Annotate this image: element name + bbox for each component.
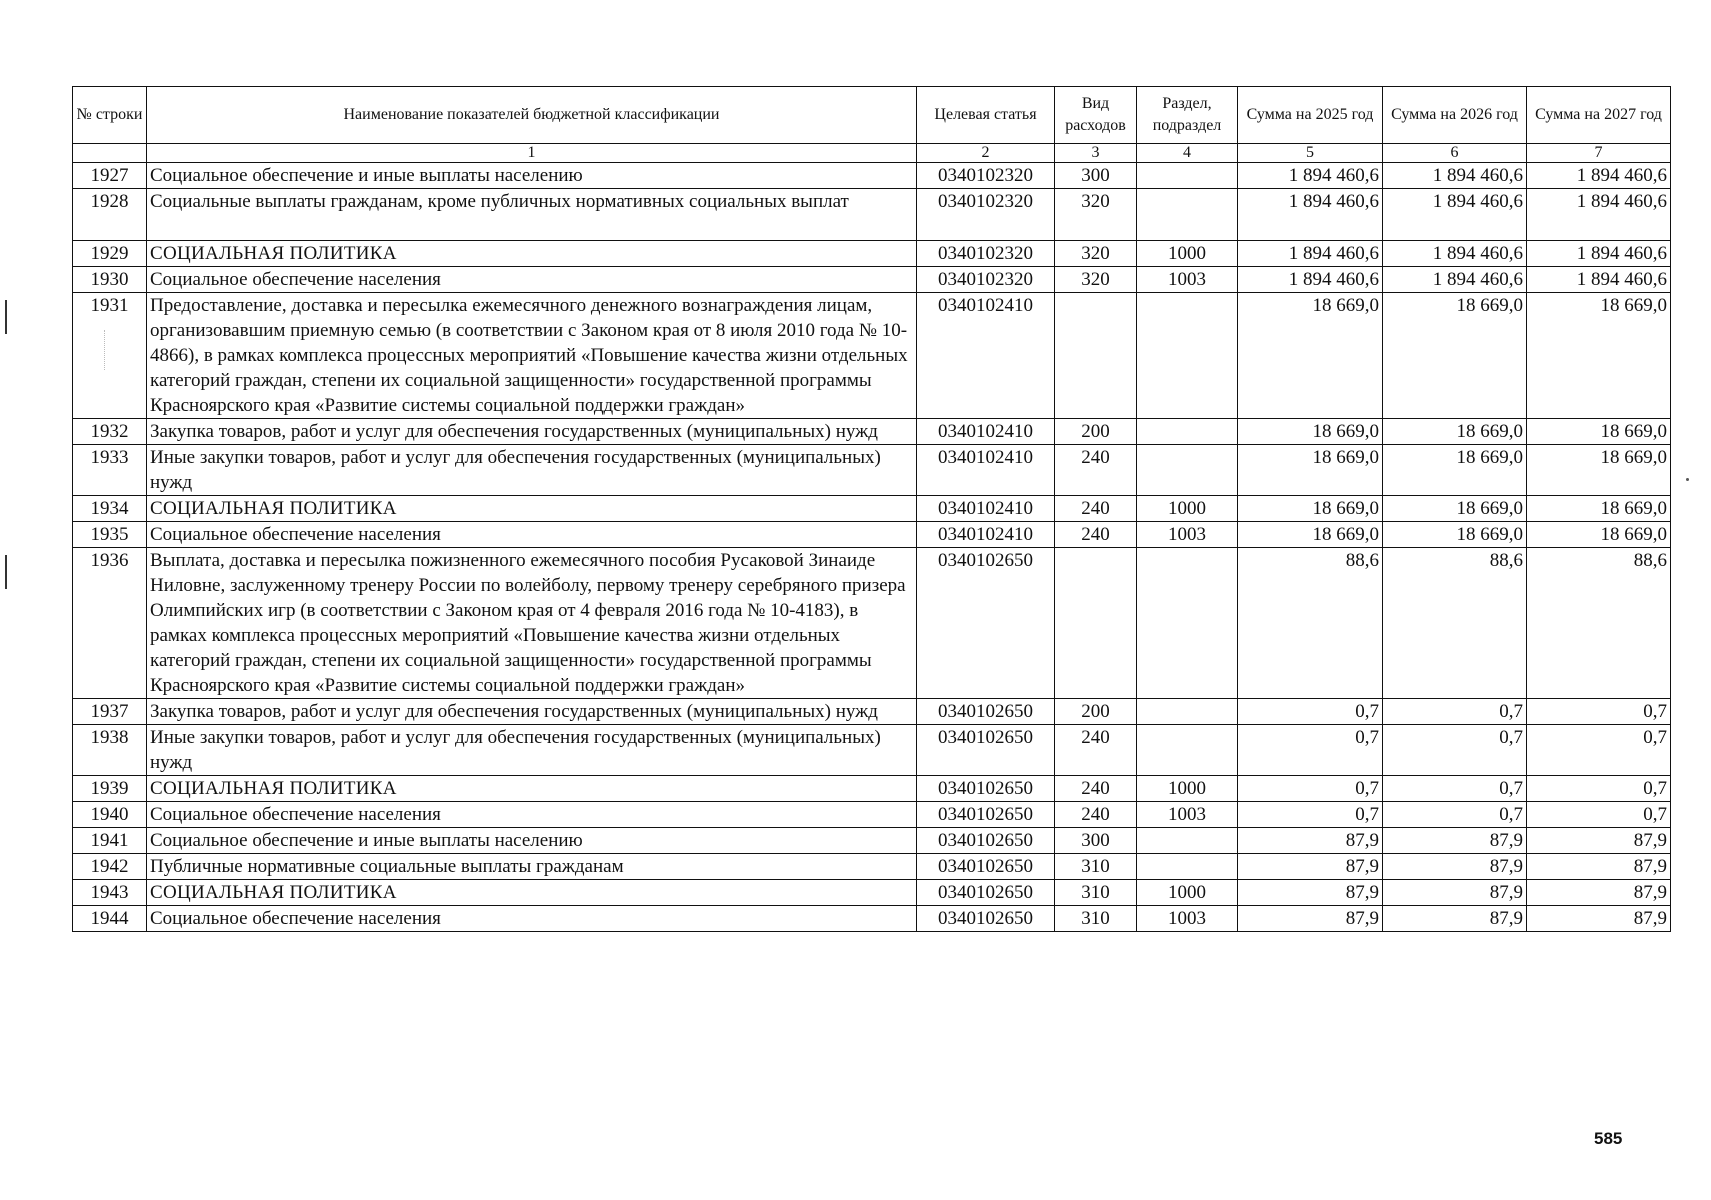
header-expense-type: Вид расходов [1055,87,1137,144]
indicator-name: Социальное обеспечение населения [147,906,917,932]
row-number: 1938 [73,725,147,776]
target-article: 0340102650 [917,776,1055,802]
header-section: Раздел, подраздел [1137,87,1238,144]
sum-2027: 18 669,0 [1527,445,1671,496]
sum-2025: 1 894 460,6 [1238,267,1383,293]
sum-2026: 87,9 [1383,880,1527,906]
table-row [73,828,1671,854]
expense-type: 240 [1055,496,1137,522]
table-row [73,419,1671,445]
row-number: 1940 [73,802,147,828]
table-row [73,906,1671,932]
indicator-name: Социальное обеспечение и иные выплаты населению [147,163,917,189]
header-row-number: № строки [73,87,147,144]
sum-2026: 87,9 [1383,854,1527,880]
sum-2027: 88,6 [1527,548,1671,699]
indicator-name: Выплата, доставка и пересылка пожизненного ежемесячного пособия Русаковой Зинаиде Ниловне, заслуженному тренеру России по волейболу, первому тренеру серебряного призера Олимпийских игр (в соответствии с Законом края от 4 февраля 2016 года № 10-4183), в рамках комплекса процессных мероприятий «Повышение качества жизни отдельных категорий граждан, степени их социальной защищенности» государственной программы Красноярского края «Развитие системы социальной поддержки граждан» [147,548,917,699]
target-article: 0340102320 [917,163,1055,189]
section-code [1137,163,1238,189]
sum-2025: 18 669,0 [1238,419,1383,445]
section-code: 1003 [1137,906,1238,932]
sum-2026: 18 669,0 [1383,419,1527,445]
indicator-name: Социальное обеспечение населения [147,802,917,828]
sum-2025: 0,7 [1238,802,1383,828]
header-sum-2025: Сумма на 2025 год [1238,87,1383,144]
sum-2026: 1 894 460,6 [1383,267,1527,293]
target-article: 0340102410 [917,445,1055,496]
sum-2027: 0,7 [1527,725,1671,776]
table-row [73,699,1671,725]
table-row [73,445,1671,496]
table-row [73,854,1671,880]
sum-2027: 87,9 [1527,906,1671,932]
sum-2027: 18 669,0 [1527,293,1671,419]
scan-artifact [1686,478,1689,481]
sum-2027: 18 669,0 [1527,419,1671,445]
sum-2025: 87,9 [1238,828,1383,854]
sum-2027: 1 894 460,6 [1527,267,1671,293]
row-number: 1942 [73,854,147,880]
expense-type: 200 [1055,699,1137,725]
section-code [1137,548,1238,699]
column-number: 4 [1137,144,1238,163]
row-number: 1941 [73,828,147,854]
sum-2025: 1 894 460,6 [1238,241,1383,267]
sum-2026: 88,6 [1383,548,1527,699]
target-article: 0340102650 [917,828,1055,854]
table-row [73,802,1671,828]
column-number: 5 [1238,144,1383,163]
sum-2025: 1 894 460,6 [1238,163,1383,189]
sum-2026: 87,9 [1383,906,1527,932]
sum-2025: 87,9 [1238,880,1383,906]
table-row [73,725,1671,776]
table-row [73,267,1671,293]
target-article: 0340102650 [917,802,1055,828]
expense-type: 240 [1055,725,1137,776]
indicator-name: Социальные выплаты гражданам, кроме публичных нормативных социальных выплат [147,189,917,241]
target-article: 0340102650 [917,548,1055,699]
indicator-name: Предоставление, доставка и пересылка ежемесячного денежного вознаграждения лицам, организовавшим приемную семью (в соответствии с Законом края от 8 июля 2010 года № 10-4866), в рамках комплекса процессных мероприятий «Повышение качества жизни отдельных категорий граждан, степени их социальной защищенности» государственной программы Красноярского края «Развитие системы социальной поддержки граждан» [147,293,917,419]
table-row [73,496,1671,522]
section-code [1137,699,1238,725]
target-article: 0340102650 [917,854,1055,880]
section-code: 1003 [1137,522,1238,548]
section-code: 1000 [1137,776,1238,802]
indicator-name: Публичные нормативные социальные выплаты гражданам [147,854,917,880]
expense-type: 320 [1055,267,1137,293]
column-number: 1 [147,144,917,163]
sum-2027: 1 894 460,6 [1527,163,1671,189]
sum-2025: 0,7 [1238,699,1383,725]
section-code [1137,854,1238,880]
sum-2026: 0,7 [1383,725,1527,776]
page-number: 585 [1594,1129,1623,1148]
column-number: 6 [1383,144,1527,163]
sum-2027: 1 894 460,6 [1527,241,1671,267]
sum-2027: 0,7 [1527,699,1671,725]
sum-2027: 0,7 [1527,776,1671,802]
target-article: 0340102410 [917,419,1055,445]
scan-margin-mark [5,300,7,334]
column-number: 7 [1527,144,1671,163]
expense-type: 300 [1055,828,1137,854]
row-number: 1934 [73,496,147,522]
expense-type: 240 [1055,522,1137,548]
row-number: 1929 [73,241,147,267]
section-code: 1003 [1137,802,1238,828]
sum-2027: 18 669,0 [1527,522,1671,548]
indicator-name: Иные закупки товаров, работ и услуг для обеспечения государственных (муниципальных) нужд [147,725,917,776]
sum-2026: 1 894 460,6 [1383,163,1527,189]
target-article: 0340102320 [917,267,1055,293]
section-code: 1003 [1137,267,1238,293]
sum-2026: 0,7 [1383,802,1527,828]
sum-2025: 18 669,0 [1238,293,1383,419]
indicator-name: СОЦИАЛЬНАЯ ПОЛИТИКА [147,241,917,267]
sum-2025: 1 894 460,6 [1238,189,1383,241]
indicator-name: СОЦИАЛЬНАЯ ПОЛИТИКА [147,880,917,906]
expense-type [1055,548,1137,699]
sum-2025: 18 669,0 [1238,522,1383,548]
sum-2026: 87,9 [1383,828,1527,854]
row-number: 1927 [73,163,147,189]
section-code: 1000 [1137,880,1238,906]
target-article: 0340102320 [917,189,1055,241]
indicator-name: Закупка товаров, работ и услуг для обеспечения государственных (муниципальных) нужд [147,699,917,725]
section-code: 1000 [1137,241,1238,267]
row-number: 1930 [73,267,147,293]
expense-type: 240 [1055,776,1137,802]
table-body [73,163,1671,932]
row-number: 1928 [73,189,147,241]
section-code [1137,419,1238,445]
sum-2026: 0,7 [1383,776,1527,802]
row-number: 1937 [73,699,147,725]
indicator-name: Социальное обеспечение населения [147,267,917,293]
table-row [73,776,1671,802]
header-sum-2027: Сумма на 2027 год [1527,87,1671,144]
sum-2025: 88,6 [1238,548,1383,699]
sum-2026: 18 669,0 [1383,496,1527,522]
column-number-blank [73,144,147,163]
column-number-row [73,144,1671,163]
sum-2025: 87,9 [1238,854,1383,880]
row-number: 1931 [73,293,147,419]
row-number: 1932 [73,419,147,445]
row-number: 1935 [73,522,147,548]
sum-2025: 0,7 [1238,725,1383,776]
sum-2027: 1 894 460,6 [1527,189,1671,241]
target-article: 0340102650 [917,880,1055,906]
expense-type: 200 [1055,419,1137,445]
row-number: 1933 [73,445,147,496]
sum-2026: 1 894 460,6 [1383,241,1527,267]
indicator-name: СОЦИАЛЬНАЯ ПОЛИТИКА [147,496,917,522]
target-article: 0340102320 [917,241,1055,267]
sum-2025: 0,7 [1238,776,1383,802]
table-row [73,293,1671,419]
table-row [73,522,1671,548]
indicator-name: Социальное обеспечение населения [147,522,917,548]
target-article: 0340102410 [917,496,1055,522]
header-indicator-name: Наименование показателей бюджетной классификации [147,87,917,144]
sum-2025: 18 669,0 [1238,496,1383,522]
indicator-name: Социальное обеспечение и иные выплаты населению [147,828,917,854]
sum-2025: 87,9 [1238,906,1383,932]
sum-2026: 18 669,0 [1383,445,1527,496]
expense-type: 240 [1055,445,1137,496]
sum-2026: 18 669,0 [1383,293,1527,419]
sum-2027: 87,9 [1527,854,1671,880]
table-row [73,163,1671,189]
sum-2026: 0,7 [1383,699,1527,725]
sum-2026: 1 894 460,6 [1383,189,1527,241]
sum-2027: 0,7 [1527,802,1671,828]
indicator-name: Иные закупки товаров, работ и услуг для обеспечения государственных (муниципальных) нужд [147,445,917,496]
column-number: 2 [917,144,1055,163]
sum-2026: 18 669,0 [1383,522,1527,548]
section-code [1137,445,1238,496]
scan-margin-mark [5,555,7,589]
sum-2027: 87,9 [1527,880,1671,906]
target-article: 0340102650 [917,725,1055,776]
expense-type: 320 [1055,189,1137,241]
table-row [73,189,1671,241]
sum-2027: 18 669,0 [1527,496,1671,522]
expense-type: 300 [1055,163,1137,189]
target-article: 0340102650 [917,906,1055,932]
expense-type: 310 [1055,880,1137,906]
section-code [1137,725,1238,776]
row-number: 1936 [73,548,147,699]
section-code: 1000 [1137,496,1238,522]
expense-type: 240 [1055,802,1137,828]
header-target-article: Целевая статья [917,87,1055,144]
table-row [73,548,1671,699]
budget-table [72,86,1671,932]
target-article: 0340102650 [917,699,1055,725]
expense-type: 310 [1055,854,1137,880]
section-code [1137,189,1238,241]
sum-2027: 87,9 [1527,828,1671,854]
expense-type: 320 [1055,241,1137,267]
section-code [1137,293,1238,419]
table-row [73,241,1671,267]
target-article: 0340102410 [917,522,1055,548]
header-sum-2026: Сумма на 2026 год [1383,87,1527,144]
row-number: 1944 [73,906,147,932]
expense-type [1055,293,1137,419]
indicator-name: Закупка товаров, работ и услуг для обеспечения государственных (муниципальных) нужд [147,419,917,445]
table-header-row [73,87,1671,144]
row-number: 1939 [73,776,147,802]
sum-2025: 18 669,0 [1238,445,1383,496]
table-row [73,880,1671,906]
expense-type: 310 [1055,906,1137,932]
indicator-name: СОЦИАЛЬНАЯ ПОЛИТИКА [147,776,917,802]
target-article: 0340102410 [917,293,1055,419]
column-number: 3 [1055,144,1137,163]
row-number: 1943 [73,880,147,906]
section-code [1137,828,1238,854]
